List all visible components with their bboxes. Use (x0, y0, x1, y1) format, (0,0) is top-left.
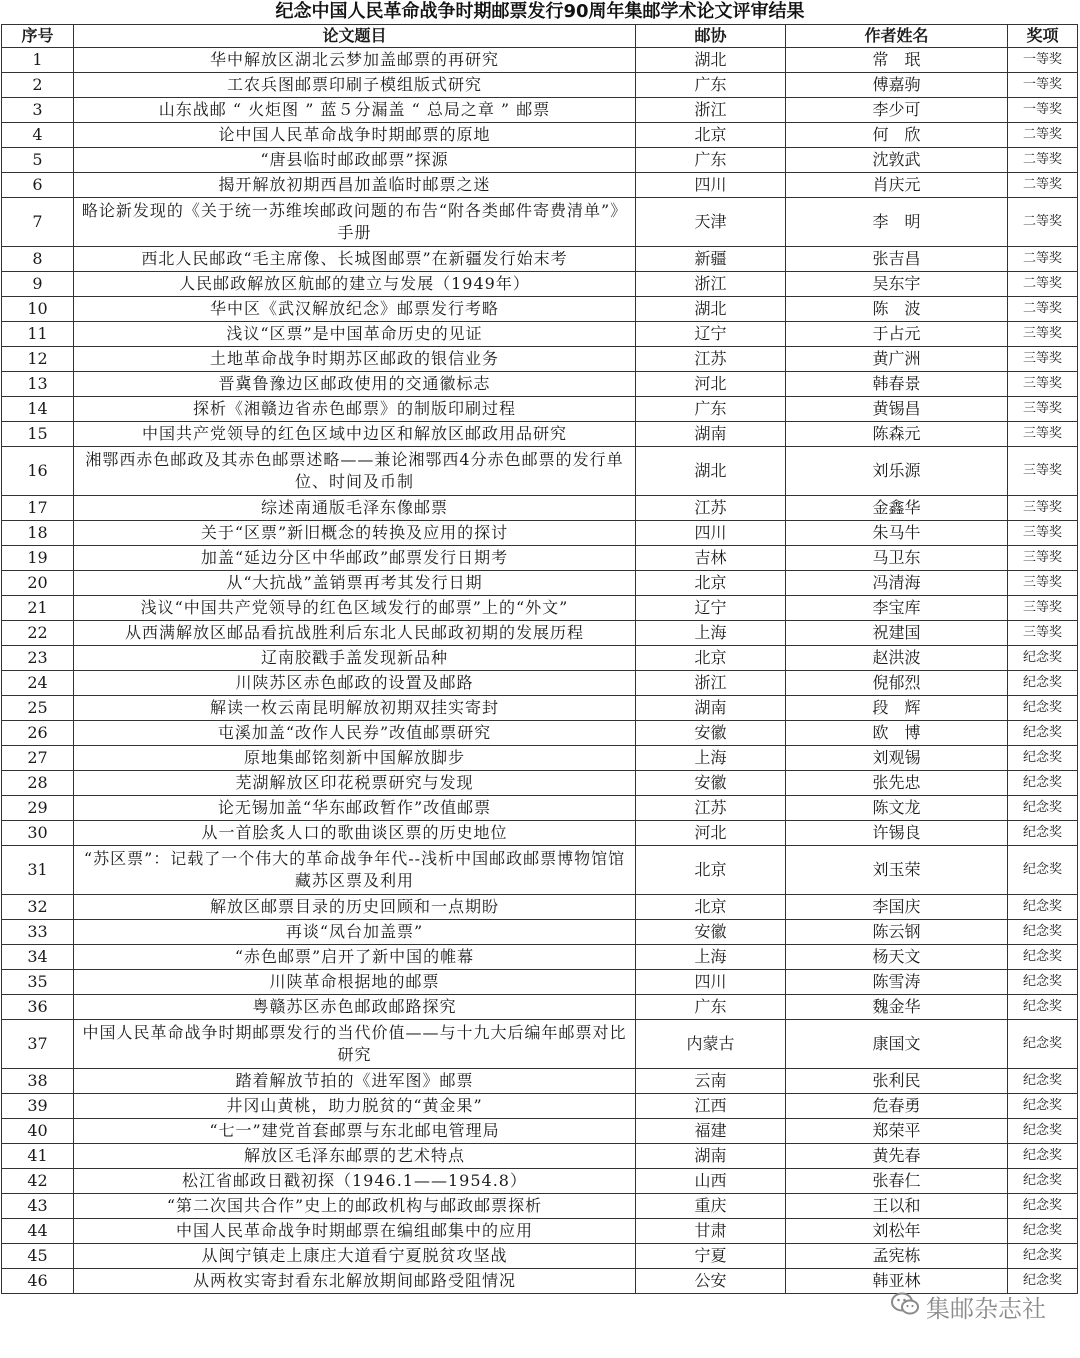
cell-assoc: 上海 (636, 621, 786, 646)
cell-no: 34 (2, 945, 74, 970)
cell-author: 王以和 (786, 1194, 1008, 1219)
cell-no: 38 (2, 1069, 74, 1094)
cell-author: 孟宪栋 (786, 1244, 1008, 1269)
cell-award: 纪念奖 (1008, 895, 1078, 920)
table-row (2, 1169, 1078, 1194)
cell-author: 刘玉荣 (786, 846, 1008, 895)
cell-author: 何 欣 (786, 123, 1008, 148)
cell-no: 39 (2, 1094, 74, 1119)
cell-title: 从西满解放区邮品看抗战胜利后东北人民邮政初期的发展历程 (74, 621, 636, 646)
cell-no: 31 (2, 846, 74, 895)
cell-no: 10 (2, 297, 74, 322)
cell-title: 工农兵图邮票印刷子模组版式研究 (74, 73, 636, 98)
table-row (2, 98, 1078, 123)
cell-assoc: 北京 (636, 895, 786, 920)
cell-author: 杨天文 (786, 945, 1008, 970)
cell-no: 9 (2, 272, 74, 297)
table-row (2, 571, 1078, 596)
cell-award: 二等奖 (1008, 297, 1078, 322)
cell-author: 张利民 (786, 1069, 1008, 1094)
cell-author: 陈文龙 (786, 796, 1008, 821)
cell-no: 21 (2, 596, 74, 621)
table-row (2, 322, 1078, 347)
cell-award: 纪念奖 (1008, 1219, 1078, 1244)
cell-assoc: 甘肃 (636, 1219, 786, 1244)
cell-title: 晋冀鲁豫边区邮政使用的交通徽标志 (74, 372, 636, 397)
cell-title: 浅议“区票”是中国革命历史的见证 (74, 322, 636, 347)
cell-assoc: 安徽 (636, 721, 786, 746)
cell-author: 傅嘉驹 (786, 73, 1008, 98)
cell-author: 黄锡昌 (786, 397, 1008, 422)
cell-title: 屯溪加盖“改作人民券”改值邮票研究 (74, 721, 636, 746)
table-row (2, 671, 1078, 696)
cell-award: 纪念奖 (1008, 721, 1078, 746)
table-row (2, 1219, 1078, 1244)
cell-title: 松江省邮政日戳初探（1946.1——1954.8） (74, 1169, 636, 1194)
table-row (2, 1119, 1078, 1144)
cell-author: 刘松年 (786, 1219, 1008, 1244)
cell-award: 三等奖 (1008, 521, 1078, 546)
cell-no: 42 (2, 1169, 74, 1194)
cell-author: 黄先春 (786, 1144, 1008, 1169)
cell-no: 36 (2, 995, 74, 1020)
cell-no: 24 (2, 671, 74, 696)
cell-no: 32 (2, 895, 74, 920)
cell-title: 加盖“延边分区中华邮政”邮票发行日期考 (74, 546, 636, 571)
cell-no: 2 (2, 73, 74, 98)
cell-no: 30 (2, 821, 74, 846)
cell-award: 纪念奖 (1008, 1119, 1078, 1144)
cell-no: 29 (2, 796, 74, 821)
cell-award: 二等奖 (1008, 247, 1078, 272)
cell-no: 15 (2, 422, 74, 447)
cell-award: 一等奖 (1008, 98, 1078, 123)
cell-no: 26 (2, 721, 74, 746)
results-table (1, 24, 1078, 1294)
cell-award: 三等奖 (1008, 621, 1078, 646)
table-row (2, 696, 1078, 721)
cell-award: 纪念奖 (1008, 696, 1078, 721)
cell-assoc: 辽宁 (636, 322, 786, 347)
cell-author: 金鑫华 (786, 496, 1008, 521)
cell-title: 原地集邮铭刻新中国解放脚步 (74, 746, 636, 771)
cell-author: 陈雪涛 (786, 970, 1008, 995)
cell-assoc: 宁夏 (636, 1244, 786, 1269)
cell-award: 纪念奖 (1008, 1169, 1078, 1194)
cell-title: 华中区《武汉解放纪念》邮票发行考略 (74, 297, 636, 322)
cell-assoc: 上海 (636, 746, 786, 771)
cell-no: 35 (2, 970, 74, 995)
table-row (2, 272, 1078, 297)
watermark (890, 1289, 1046, 1324)
table-row (2, 198, 1078, 247)
cell-award: 三等奖 (1008, 322, 1078, 347)
table-row (2, 970, 1078, 995)
cell-title: 关于“区票”新旧概念的转换及应用的探讨 (74, 521, 636, 546)
cell-award: 三等奖 (1008, 496, 1078, 521)
cell-assoc: 河北 (636, 372, 786, 397)
cell-no: 41 (2, 1144, 74, 1169)
table-row (2, 247, 1078, 272)
cell-award: 纪念奖 (1008, 1194, 1078, 1219)
cell-author: 倪郁烈 (786, 671, 1008, 696)
cell-author: 李宝库 (786, 596, 1008, 621)
cell-title: “赤色邮票”启开了新中国的帷幕 (74, 945, 636, 970)
table-row (2, 621, 1078, 646)
cell-title: 论中国人民革命战争时期邮票的原地 (74, 123, 636, 148)
cell-award: 三等奖 (1008, 546, 1078, 571)
cell-no: 1 (2, 48, 74, 73)
cell-author: 康国文 (786, 1020, 1008, 1069)
cell-title: 中国人民革命战争时期邮票发行的当代价值——与十九大后编年邮票对比研究 (74, 1020, 636, 1069)
cell-author: 韩亚林 (786, 1269, 1008, 1294)
table-row (2, 148, 1078, 173)
cell-assoc: 湖北 (636, 48, 786, 73)
cell-assoc: 北京 (636, 646, 786, 671)
cell-no: 16 (2, 447, 74, 496)
cell-title: 华中解放区湖北云梦加盖邮票的再研究 (74, 48, 636, 73)
table-row (2, 521, 1078, 546)
cell-award: 纪念奖 (1008, 821, 1078, 846)
cell-no: 5 (2, 148, 74, 173)
cell-no: 17 (2, 496, 74, 521)
table-body (2, 48, 1078, 1294)
cell-assoc: 辽宁 (636, 596, 786, 621)
cell-no: 44 (2, 1219, 74, 1244)
cell-award: 一等奖 (1008, 73, 1078, 98)
cell-title: “苏区票”：记载了一个伟大的革命战争年代--浅析中国邮政邮票博物馆馆藏苏区票及利用 (74, 846, 636, 895)
col-header-award: 奖项 (1008, 25, 1078, 48)
table-row (2, 721, 1078, 746)
cell-award: 纪念奖 (1008, 671, 1078, 696)
cell-no: 11 (2, 322, 74, 347)
cell-assoc: 安徽 (636, 771, 786, 796)
cell-author: 李少可 (786, 98, 1008, 123)
cell-assoc: 江苏 (636, 796, 786, 821)
cell-no: 20 (2, 571, 74, 596)
cell-assoc: 浙江 (636, 98, 786, 123)
cell-author: 陈云钢 (786, 920, 1008, 945)
cell-title: 浅议“中国共产党领导的红色区域发行的邮票”上的“外文” (74, 596, 636, 621)
cell-author: 朱马牛 (786, 521, 1008, 546)
cell-assoc: 广东 (636, 73, 786, 98)
cell-author: 常 珉 (786, 48, 1008, 73)
table-row (2, 945, 1078, 970)
cell-assoc: 江苏 (636, 347, 786, 372)
table-row (2, 1194, 1078, 1219)
cell-author: 于占元 (786, 322, 1008, 347)
table-row (2, 646, 1078, 671)
cell-author: 冯清海 (786, 571, 1008, 596)
cell-assoc: 重庆 (636, 1194, 786, 1219)
cell-assoc: 内蒙古 (636, 1020, 786, 1069)
cell-author: 陈森元 (786, 422, 1008, 447)
cell-award: 纪念奖 (1008, 1269, 1078, 1294)
cell-no: 6 (2, 173, 74, 198)
cell-assoc: 河北 (636, 821, 786, 846)
cell-no: 46 (2, 1269, 74, 1294)
table-row (2, 895, 1078, 920)
col-header-title: 论文题目 (74, 25, 636, 48)
col-header-no: 序号 (2, 25, 74, 48)
cell-no: 45 (2, 1244, 74, 1269)
cell-no: 28 (2, 771, 74, 796)
cell-title: 辽南胶戳手盖发现新品种 (74, 646, 636, 671)
table-row (2, 546, 1078, 571)
cell-author: 张先忠 (786, 771, 1008, 796)
table-row (2, 821, 1078, 846)
cell-award: 纪念奖 (1008, 1144, 1078, 1169)
cell-assoc: 北京 (636, 571, 786, 596)
cell-author: 赵洪波 (786, 646, 1008, 671)
cell-award: 三等奖 (1008, 422, 1078, 447)
cell-assoc: 北京 (636, 846, 786, 895)
cell-no: 4 (2, 123, 74, 148)
cell-assoc: 湖北 (636, 447, 786, 496)
table-row (2, 746, 1078, 771)
cell-assoc: 山西 (636, 1169, 786, 1194)
cell-no: 43 (2, 1194, 74, 1219)
cell-author: 段 辉 (786, 696, 1008, 721)
cell-award: 二等奖 (1008, 123, 1078, 148)
cell-award: 纪念奖 (1008, 746, 1078, 771)
cell-title: 从闽宁镇走上康庄大道看宁夏脱贫攻坚战 (74, 1244, 636, 1269)
cell-no: 40 (2, 1119, 74, 1144)
cell-award: 二等奖 (1008, 173, 1078, 198)
col-header-assoc: 邮协 (636, 25, 786, 48)
cell-title: 解放区邮票目录的历史回顾和一点期盼 (74, 895, 636, 920)
cell-author: 危春勇 (786, 1094, 1008, 1119)
table-row (2, 1094, 1078, 1119)
cell-author: 张吉昌 (786, 247, 1008, 272)
cell-author: 韩春景 (786, 372, 1008, 397)
cell-title: 再谈“凤台加盖票” (74, 920, 636, 945)
cell-no: 23 (2, 646, 74, 671)
cell-assoc: 湖南 (636, 1144, 786, 1169)
cell-award: 纪念奖 (1008, 1020, 1078, 1069)
page-title: 纪念中国人民革命战争时期邮票发行90周年集邮学术论文评审结果 (275, 1, 805, 22)
cell-title: 解放区毛泽东邮票的艺术特点 (74, 1144, 636, 1169)
cell-title: 土地革命战争时期苏区邮政的银信业务 (74, 347, 636, 372)
cell-title: 揭开解放初期西昌加盖临时邮票之迷 (74, 173, 636, 198)
cell-award: 纪念奖 (1008, 796, 1078, 821)
cell-title: 西北人民邮政“毛主席像、长城图邮票”在新疆发行始末考 (74, 247, 636, 272)
table-row (2, 397, 1078, 422)
cell-no: 14 (2, 397, 74, 422)
cell-title: 中国共产党领导的红色区域中边区和解放区邮政用品研究 (74, 422, 636, 447)
cell-author: 李国庆 (786, 895, 1008, 920)
cell-author: 刘观锡 (786, 746, 1008, 771)
table-row (2, 1069, 1078, 1094)
cell-author: 魏金华 (786, 995, 1008, 1020)
cell-assoc: 江西 (636, 1094, 786, 1119)
cell-title: “第二次国共合作”史上的邮政机构与邮政邮票探析 (74, 1194, 636, 1219)
cell-author: 郑荣平 (786, 1119, 1008, 1144)
cell-assoc: 安徽 (636, 920, 786, 945)
cell-title: 探析《湘赣边省赤色邮票》的制版印刷过程 (74, 397, 636, 422)
cell-title: 中国人民革命战争时期邮票在编组邮集中的应用 (74, 1219, 636, 1244)
table-row (2, 372, 1078, 397)
cell-assoc: 上海 (636, 945, 786, 970)
cell-title: 川陕苏区赤色邮政的设置及邮路 (74, 671, 636, 696)
table-row (2, 796, 1078, 821)
table-row (2, 48, 1078, 73)
cell-title: 井冈山黄桃，助力脱贫的“黄金果” (74, 1094, 636, 1119)
cell-award: 纪念奖 (1008, 846, 1078, 895)
cell-assoc: 广东 (636, 148, 786, 173)
cell-award: 纪念奖 (1008, 970, 1078, 995)
cell-title: 踏着解放节拍的《进军图》邮票 (74, 1069, 636, 1094)
cell-assoc: 四川 (636, 173, 786, 198)
cell-award: 纪念奖 (1008, 920, 1078, 945)
cell-title: “唐县临时邮政邮票”探源 (74, 148, 636, 173)
cell-no: 18 (2, 521, 74, 546)
cell-award: 二等奖 (1008, 272, 1078, 297)
cell-title: 川陕革命根据地的邮票 (74, 970, 636, 995)
cell-assoc: 浙江 (636, 272, 786, 297)
cell-award: 纪念奖 (1008, 945, 1078, 970)
cell-title: 粤赣苏区赤色邮政邮路探究 (74, 995, 636, 1020)
cell-no: 7 (2, 198, 74, 247)
cell-title: “七一”建党首套邮票与东北邮电管理局 (74, 1119, 636, 1144)
cell-no: 22 (2, 621, 74, 646)
cell-assoc: 湖南 (636, 696, 786, 721)
cell-award: 三等奖 (1008, 372, 1078, 397)
cell-author: 欧 博 (786, 721, 1008, 746)
cell-title: 从两枚实寄封看东北解放期间邮路受阻情况 (74, 1269, 636, 1294)
cell-no: 19 (2, 546, 74, 571)
cell-title: 从“大抗战”盖销票再考其发行日期 (74, 571, 636, 596)
watermark-text: 集邮杂志社 (926, 1295, 1046, 1323)
cell-award: 一等奖 (1008, 48, 1078, 73)
cell-assoc: 四川 (636, 521, 786, 546)
cell-award: 纪念奖 (1008, 1094, 1078, 1119)
table-row (2, 73, 1078, 98)
cell-no: 33 (2, 920, 74, 945)
cell-award: 纪念奖 (1008, 646, 1078, 671)
cell-award: 二等奖 (1008, 148, 1078, 173)
table-row (2, 1020, 1078, 1069)
col-header-author: 作者姓名 (786, 25, 1008, 48)
cell-title: 论无锡加盖“华东邮政暂作”改值邮票 (74, 796, 636, 821)
cell-author: 许锡良 (786, 821, 1008, 846)
cell-assoc: 北京 (636, 123, 786, 148)
cell-no: 8 (2, 247, 74, 272)
table-row (2, 596, 1078, 621)
cell-no: 27 (2, 746, 74, 771)
cell-award: 三等奖 (1008, 397, 1078, 422)
table-row (2, 447, 1078, 496)
cell-author: 沈敦武 (786, 148, 1008, 173)
cell-assoc: 天津 (636, 198, 786, 247)
cell-no: 37 (2, 1020, 74, 1069)
cell-assoc: 广东 (636, 397, 786, 422)
table-row (2, 347, 1078, 372)
cell-assoc: 四川 (636, 970, 786, 995)
cell-award: 三等奖 (1008, 596, 1078, 621)
cell-title: 山东战邮 “ 火炬图 ” 蓝５分漏盖 “ 总局之章 ” 邮票 (74, 98, 636, 123)
cell-author: 刘乐源 (786, 447, 1008, 496)
cell-author: 吴东宇 (786, 272, 1008, 297)
cell-title: 湘鄂西赤色邮政及其赤色邮票述略——兼论湘鄂西4分赤色邮票的发行单位、时间及币制 (74, 447, 636, 496)
cell-title: 人民邮政解放区航邮的建立与发展（1949年） (74, 272, 636, 297)
cell-award: 三等奖 (1008, 347, 1078, 372)
cell-award: 纪念奖 (1008, 1244, 1078, 1269)
cell-author: 祝建国 (786, 621, 1008, 646)
cell-no: 13 (2, 372, 74, 397)
cell-title: 解读一枚云南昆明解放初期双挂实寄封 (74, 696, 636, 721)
cell-title: 略论新发现的《关于统一苏维埃邮政问题的布告“附各类邮件寄费清单”》手册 (74, 198, 636, 247)
cell-title: 芜湖解放区印花税票研究与发现 (74, 771, 636, 796)
table-row (2, 995, 1078, 1020)
cell-no: 25 (2, 696, 74, 721)
table-row (2, 173, 1078, 198)
wechat-icon (890, 1291, 920, 1323)
cell-assoc: 公安 (636, 1269, 786, 1294)
cell-author: 肖庆元 (786, 173, 1008, 198)
cell-author: 黄广洲 (786, 347, 1008, 372)
table-row (2, 297, 1078, 322)
table-row (2, 422, 1078, 447)
table-row (2, 1144, 1078, 1169)
cell-award: 三等奖 (1008, 571, 1078, 596)
cell-assoc: 吉林 (636, 546, 786, 571)
cell-assoc: 湖南 (636, 422, 786, 447)
cell-award: 纪念奖 (1008, 1069, 1078, 1094)
cell-author: 张春仁 (786, 1169, 1008, 1194)
table-row (2, 1244, 1078, 1269)
cell-author: 马卫东 (786, 546, 1008, 571)
cell-assoc: 广东 (636, 995, 786, 1020)
cell-author: 李 明 (786, 198, 1008, 247)
cell-award: 纪念奖 (1008, 995, 1078, 1020)
cell-assoc: 江苏 (636, 496, 786, 521)
cell-title: 从一首脍炙人口的歌曲谈区票的历史地位 (74, 821, 636, 846)
cell-assoc: 浙江 (636, 671, 786, 696)
table-row (2, 920, 1078, 945)
cell-title: 综述南通版毛泽东像邮票 (74, 496, 636, 521)
table-row (2, 846, 1078, 895)
cell-assoc: 新疆 (636, 247, 786, 272)
cell-no: 12 (2, 347, 74, 372)
cell-award: 二等奖 (1008, 198, 1078, 247)
table-row (2, 123, 1078, 148)
cell-assoc: 云南 (636, 1069, 786, 1094)
table-header-row (2, 25, 1078, 48)
cell-assoc: 福建 (636, 1119, 786, 1144)
table-row (2, 771, 1078, 796)
cell-no: 3 (2, 98, 74, 123)
table-row (2, 496, 1078, 521)
cell-award: 纪念奖 (1008, 771, 1078, 796)
cell-assoc: 湖北 (636, 297, 786, 322)
cell-award: 三等奖 (1008, 447, 1078, 496)
cell-author: 陈 波 (786, 297, 1008, 322)
